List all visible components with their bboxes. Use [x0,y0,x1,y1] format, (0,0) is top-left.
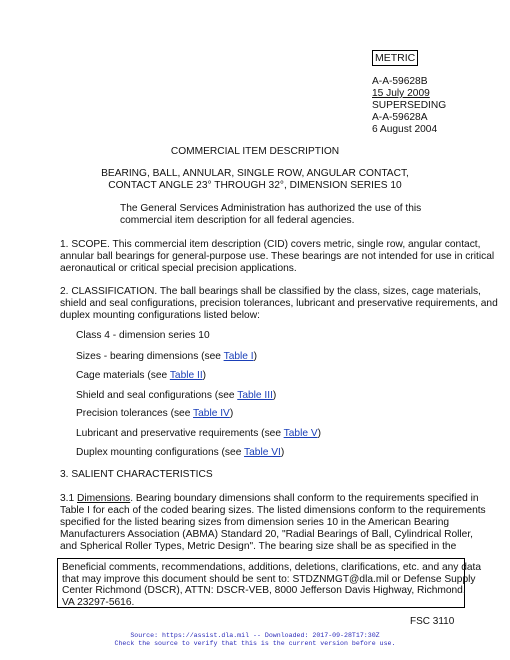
source-notice [0,632,510,648]
table-ii-link[interactable]: Table II [169,370,203,381]
list-item-text: Sizes - bearing dimensions (see [76,351,224,362]
salient-line-4: Manufacturers Association (ABMA) Standard 20, "Radial Bearings of Ball, Cylindrical Roller, [60,529,474,540]
salient-line-1-rest: . Bearing boundary dimensions shall conform to the requirements specified in [130,493,479,504]
list-item-suffix: ) [272,390,277,401]
doc-date: 15 July 2009 [372,88,430,99]
table-v-link[interactable]: Table V [283,428,318,439]
classification-line-1: 2. CLASSIFICATION. The ball bearings shall be classified by the class, sizes, cage materials, [60,286,481,297]
classification-line-2: shield and seal configurations, precision tolerances, lubricant and preservative requirements, and [60,298,498,309]
list-item-suffix: ) [229,408,234,419]
comments-line-2: that may improve this document should be sent to: STDZNMGT@dla.mil or Defense Supply [62,573,476,585]
salient-line-2: Table I for each of the coded bearing sizes. The listed dimensions conform to the requirements [60,505,486,516]
list-item-suffix: ) [253,351,258,362]
authorization-line-2: commercial item description for all federal agencies. [120,215,355,226]
table-iv-link[interactable]: Table IV [193,408,230,419]
document-title-line-2: CONTACT ANGLE 23° THROUGH 32°, DIMENSION SERIES 10 [108,180,402,191]
list-item [76,408,233,420]
salient-line-3: specified for the listed bearing sizes from dimension series 10 in the American Bearing [60,517,450,528]
doc-number: A-A-59628B [372,76,428,87]
list-item [76,330,210,342]
superseding-label: SUPERSEDING [372,100,447,111]
comments-line-4: VA 23297-5616. [62,596,135,608]
authorization-line-1: The General Services Administration has authorized the use of this [120,203,422,214]
list-item-text: Class 4 - dimension series 10 [76,330,210,341]
list-item [76,370,206,382]
list-item-suffix: ) [202,370,207,381]
table-vi-link[interactable]: Table VI [244,447,281,458]
table-iii-link[interactable]: Table III [237,390,273,401]
list-item-suffix: ) [317,428,322,439]
superseded-number: A-A-59628A [372,112,428,123]
list-item-text: Duplex mounting configurations (see [76,447,245,458]
list-item [76,428,321,440]
dimensions-term: Dimensions [77,493,131,504]
list-item [76,351,257,363]
comments-line-1: Beneficial comments, recommendations, additions, deletions, clarifications, etc. and any data [62,562,482,573]
salient-number: 3.1 [60,493,77,504]
list-item-suffix: ) [280,447,285,458]
comments-line-3: Center Richmond (DSCR), ATTN: DSCR-VEB, 8000 Jefferson Davis Highway, Richmond, [62,585,466,596]
list-item-text: Cage materials (see [76,370,170,381]
fsc-code: FSC 3110 [410,616,455,627]
document-identifier-block [372,76,446,136]
scope-line-3: aeronautical or critical special precision applications. [60,263,297,274]
scope-line-1: 1. SCOPE. This commercial item description (CID) covers metric, single row, angular contact, [60,239,481,250]
list-item [76,390,276,402]
document-heading: COMMERCIAL ITEM DESCRIPTION [170,146,340,157]
comments-box [57,558,482,608]
classification-line-3: duplex mounting configurations listed below: [60,310,260,321]
salient-heading: 3. SALIENT CHARACTERISTICS [60,469,213,480]
scope-line-2: annular ball bearings for general-purpose use. These bearings are not intended for use in critical [60,251,495,262]
metric-label: METRIC [372,50,418,66]
salient-line-1 [60,493,479,505]
list-item-text: Shield and seal configurations (see [76,390,238,401]
list-item [76,447,284,459]
list-item-text: Precision tolerances (see [76,408,194,419]
source-line-2: Check the source to verify that this is the current version before use. [114,640,396,647]
source-line-1: Source: https://assist.dla.mil -- Downloaded: 2017-09-28T17:30Z [130,632,380,639]
list-item-text: Lubricant and preservative requirements (see [76,428,284,439]
salient-line-5: and Spherical Roller Types, Metric Design". The bearing size shall be as specified in the [60,541,457,552]
table-i-link[interactable]: Table I [223,351,254,362]
document-title-line-1: BEARING, BALL, ANNULAR, SINGLE ROW, ANGULAR CONTACT, [101,168,409,179]
superseded-date: 6 August 2004 [372,124,438,135]
